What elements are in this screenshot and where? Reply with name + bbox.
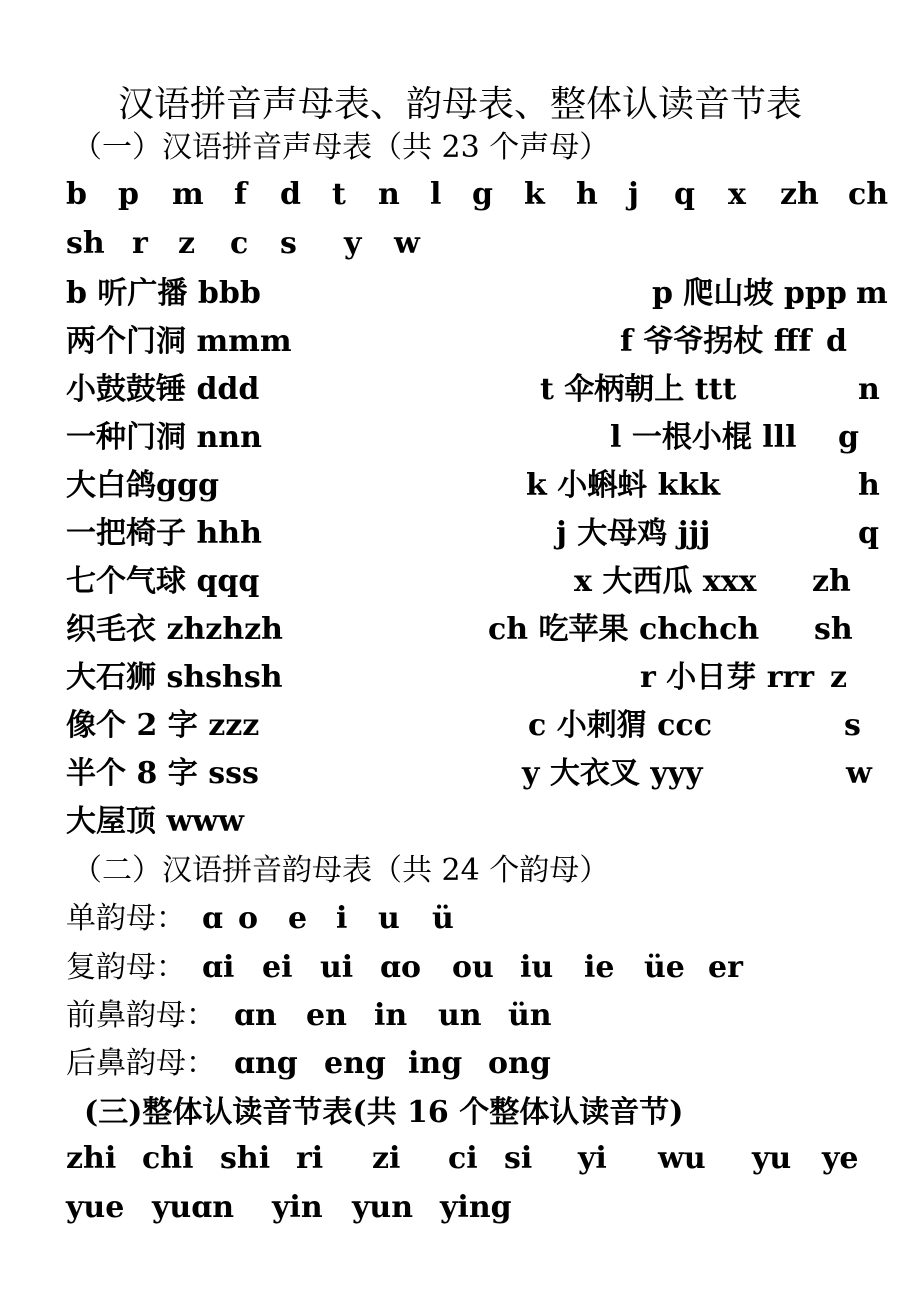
syllable: ye <box>822 1141 859 1176</box>
mnemonic-row <box>66 274 886 314</box>
syllable: wu <box>658 1141 706 1176</box>
mnemonic-left: 像个 2 字 zzz <box>66 708 260 743</box>
initial: sh <box>66 226 105 261</box>
syllable: ying <box>440 1190 512 1225</box>
mnemonic-left: 小鼓鼓锤 ddd <box>66 372 260 407</box>
mnemonic-row <box>66 322 886 362</box>
mnemonic-left: 一把椅子 hhh <box>66 516 262 551</box>
mnemonic-mid: c 小刺猬 ccc <box>528 708 712 743</box>
mnemonic-left: 两个门洞 mmm <box>66 324 292 359</box>
mnemonic-row <box>66 658 886 698</box>
mnemonic-row <box>66 802 886 842</box>
syllable: ci <box>448 1141 478 1176</box>
mnemonic-right: zh <box>812 564 851 599</box>
mnemonic-row <box>66 754 886 794</box>
final: eng <box>324 1046 386 1081</box>
mnemonic-mid: p 爬山坡 ppp <box>652 276 847 311</box>
mnemonic-mid: x 大西瓜 xxx <box>574 564 757 599</box>
initial: k <box>524 177 545 212</box>
syllable: yi <box>578 1141 607 1176</box>
final: o <box>238 901 259 936</box>
syllable: yu <box>752 1141 792 1176</box>
final: ɑ <box>202 901 223 936</box>
finals-label: 后鼻韵母： <box>66 1046 216 1081</box>
final: iu <box>520 950 554 985</box>
syllable: ri <box>296 1141 324 1176</box>
initial: ch <box>848 177 889 212</box>
mnemonic-left: 大白鸽ggg <box>66 468 219 503</box>
final: ɑng <box>234 1046 298 1081</box>
final: e <box>288 901 308 936</box>
initial: b <box>66 177 87 212</box>
finals-label: 复韵母： <box>66 950 186 985</box>
mnemonic-right: s <box>844 708 861 743</box>
initial: t <box>332 177 346 212</box>
mnemonic-left: 七个气球 qqq <box>66 564 260 599</box>
initial: g <box>472 177 493 212</box>
finals-label: 单韵母： <box>66 901 186 936</box>
final: i <box>336 901 348 936</box>
initial: p <box>118 177 139 212</box>
final: ɑo <box>380 950 421 985</box>
finals-row-simple <box>66 899 886 939</box>
initial: r <box>132 226 148 261</box>
final: ei <box>262 950 293 985</box>
mnemonic-right: g <box>838 420 859 455</box>
initial: w <box>394 226 420 261</box>
final: ɑn <box>234 998 277 1033</box>
final: en <box>306 998 347 1033</box>
syllable: yun <box>352 1190 414 1225</box>
syllable: shi <box>220 1141 271 1176</box>
syllable: si <box>504 1141 533 1176</box>
mnemonic-mid: r 小日芽 rrr <box>640 660 815 695</box>
initials-row-1 <box>66 177 889 217</box>
syllable: zhi <box>66 1141 117 1176</box>
mnemonic-left: 一种门洞 nnn <box>66 420 262 455</box>
initial: y <box>344 226 362 261</box>
final: ie <box>584 950 615 985</box>
final: u <box>378 901 400 936</box>
mnemonic-right: m <box>856 276 888 311</box>
mnemonic-row <box>66 514 886 554</box>
initial: zh <box>780 177 819 212</box>
finals-row-back-nasal <box>66 1044 886 1084</box>
mnemonic-row <box>66 562 886 602</box>
section3-heading: (三)整体认读音节表(共 16 个整体认读音节) <box>84 1095 684 1130</box>
initial: f <box>234 177 247 212</box>
initial: c <box>230 226 249 261</box>
mnemonic-right: d <box>826 324 847 359</box>
initial: l <box>430 177 442 212</box>
syllable: yuɑn <box>152 1190 235 1225</box>
final: üe <box>644 950 685 985</box>
final: er <box>708 950 743 985</box>
final: ü <box>432 901 454 936</box>
final: ing <box>408 1046 463 1081</box>
syllables-row-1 <box>66 1141 886 1181</box>
mnemonic-left: 大屋顶 www <box>66 804 244 839</box>
final: un <box>438 998 482 1033</box>
finals-row-front-nasal <box>66 996 886 1036</box>
initial: x <box>728 177 746 212</box>
final: ün <box>508 998 552 1033</box>
mnemonic-mid: y 大衣叉 yyy <box>522 756 703 791</box>
section2-heading: （二）汉语拼音韵母表（共 24 个韵母） <box>72 853 610 888</box>
mnemonic-row <box>66 370 886 410</box>
initial: m <box>172 177 204 212</box>
final: ou <box>452 950 494 985</box>
finals-row-compound <box>66 948 886 988</box>
mnemonic-left: b 听广播 bbb <box>66 276 261 311</box>
initial: s <box>280 226 297 261</box>
initials-row-2 <box>66 226 886 266</box>
final: ui <box>320 950 354 985</box>
final: ong <box>488 1046 551 1081</box>
mnemonic-row <box>66 466 886 506</box>
initial: z <box>178 226 196 261</box>
section1-heading: （一）汉语拼音声母表（共 23 个声母） <box>72 130 610 165</box>
syllable: zi <box>372 1141 401 1176</box>
mnemonic-right: h <box>858 468 880 503</box>
mnemonic-mid: f 爷爷拐杖 fff <box>620 324 812 359</box>
initial: q <box>674 177 695 212</box>
mnemonic-mid: k 小蝌蚪 kkk <box>526 468 721 503</box>
initial: j <box>628 177 639 212</box>
mnemonic-row <box>66 610 886 650</box>
final: in <box>374 998 408 1033</box>
syllables-row-2 <box>66 1190 886 1230</box>
mnemonic-left: 大石狮 shshsh <box>66 660 283 695</box>
mnemonic-right: q <box>858 516 879 551</box>
finals-label: 前鼻韵母： <box>66 998 216 1033</box>
mnemonic-mid: l 一根小棍 lll <box>610 420 797 455</box>
mnemonic-row <box>66 418 886 458</box>
initial: d <box>280 177 301 212</box>
mnemonic-mid: j 大母鸡 jjj <box>556 516 711 551</box>
mnemonic-right: n <box>858 372 880 407</box>
mnemonic-row <box>66 706 886 746</box>
mnemonic-left: 织毛衣 zhzhzh <box>66 612 283 647</box>
mnemonic-right: sh <box>814 612 853 647</box>
mnemonic-left: 半个 8 字 sss <box>66 756 259 791</box>
initial: h <box>576 177 598 212</box>
syllable: chi <box>142 1141 194 1176</box>
mnemonic-mid: t 伞柄朝上 ttt <box>540 372 737 407</box>
mnemonic-mid: ch 吃苹果 chchch <box>488 612 760 647</box>
final: ɑi <box>202 950 235 985</box>
syllable: yin <box>272 1190 323 1225</box>
syllable: yue <box>66 1190 125 1225</box>
initial: n <box>378 177 400 212</box>
mnemonic-right: w <box>846 756 872 791</box>
mnemonic-right: z <box>830 660 848 695</box>
page-title: 汉语拼音声母表、韵母表、整体认读音节表 <box>117 84 802 125</box>
